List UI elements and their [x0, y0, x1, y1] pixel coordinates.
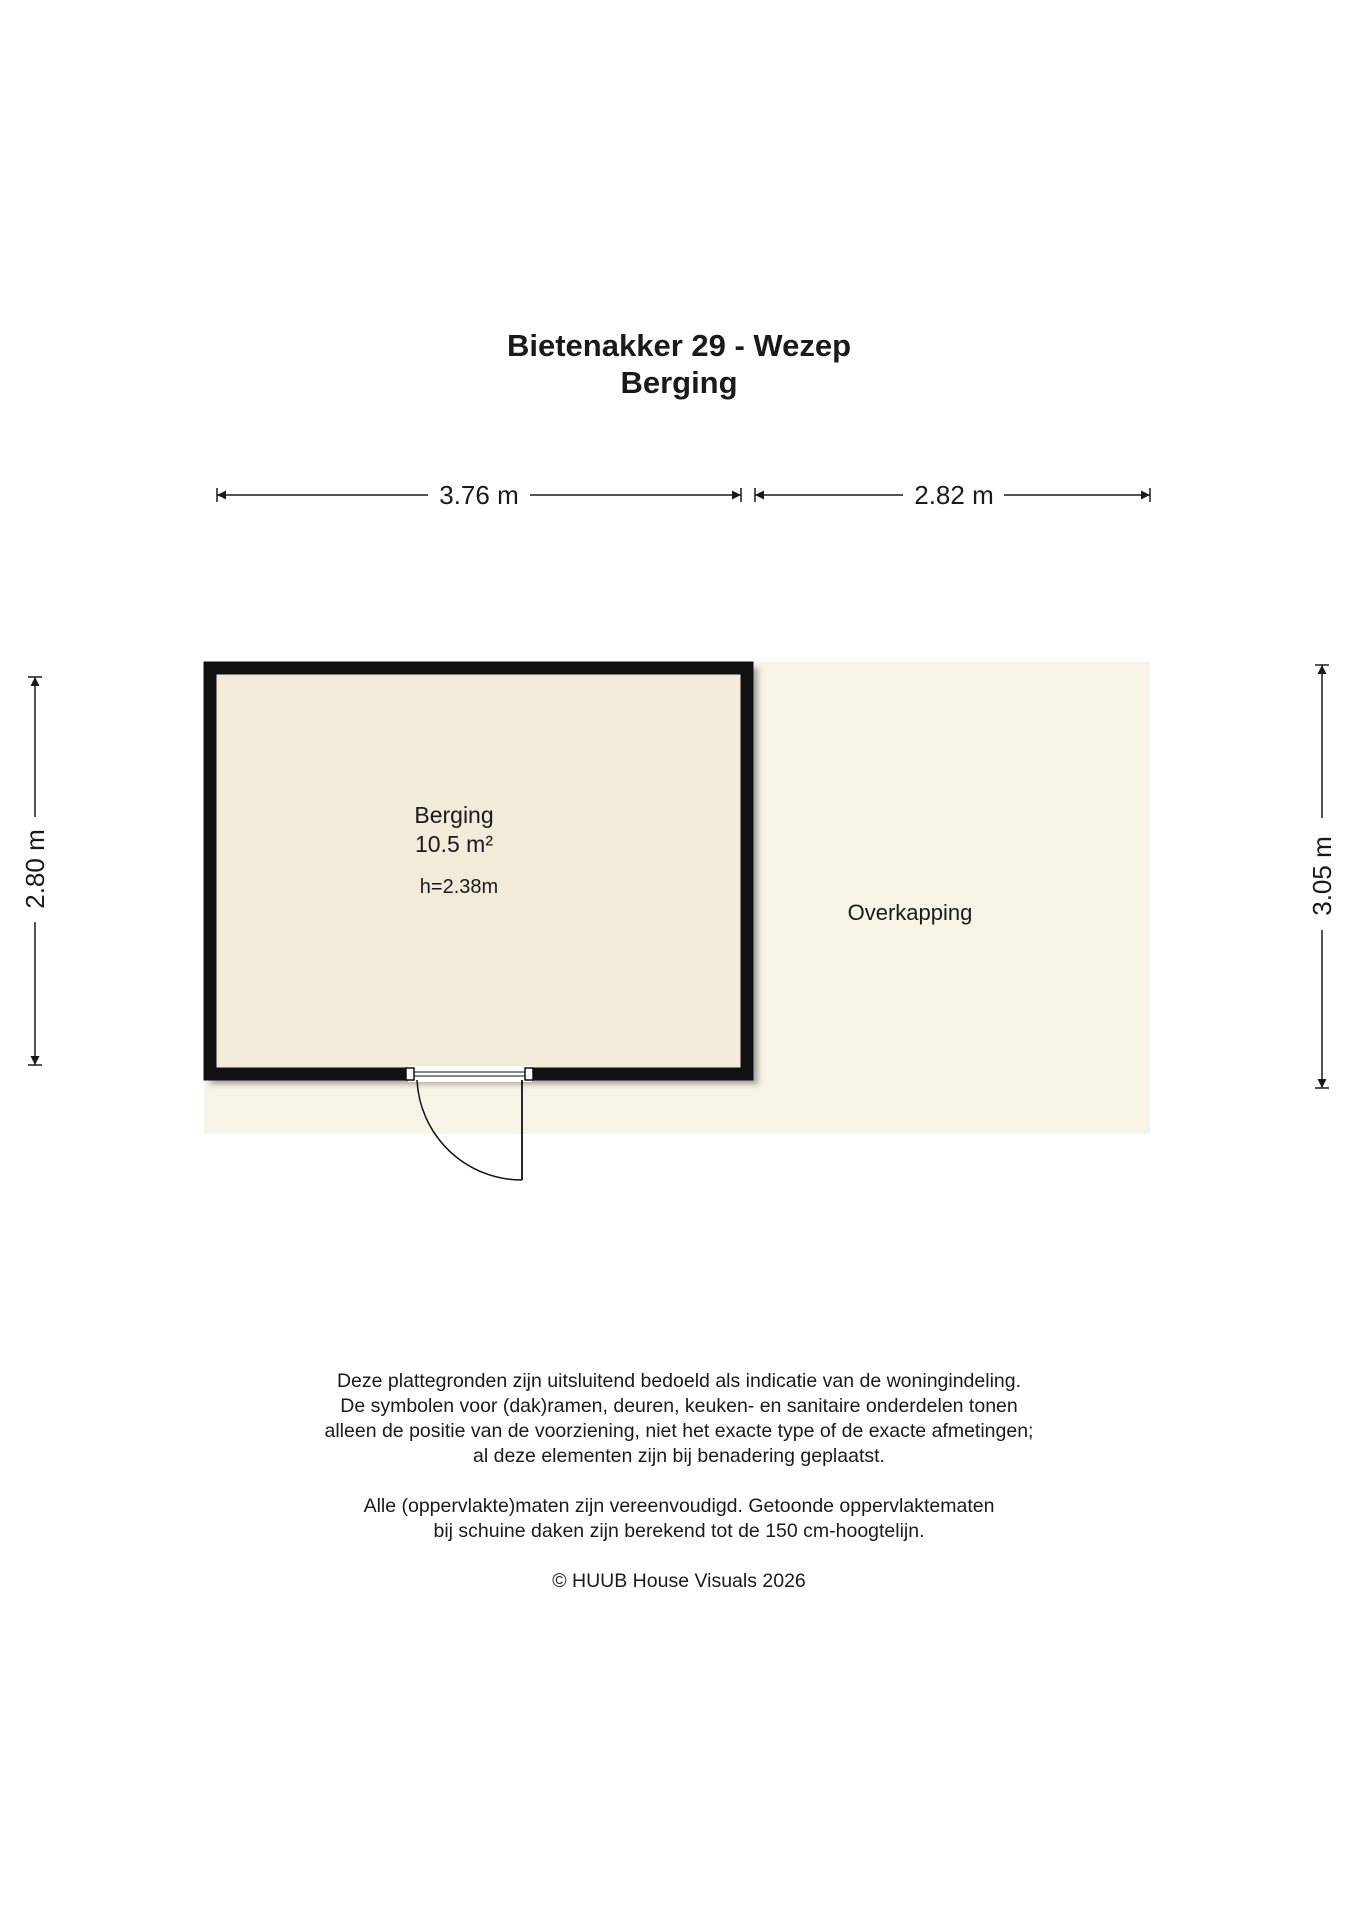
canopy-name: Overkapping	[847, 900, 973, 925]
door-jamb-right	[525, 1068, 533, 1080]
disclaimer-line: Deze plattegronden zijn uitsluitend bedoeld als indicatie van de woningindeling.	[336, 1370, 1022, 1392]
dim-top-left-label: 3.76 m	[439, 480, 519, 510]
storage-room-height: h=2.38m	[419, 876, 499, 898]
door-jamb-left	[406, 1068, 414, 1080]
storage-room-floor	[210, 668, 747, 1074]
copyright: © HUUB House Visuals 2026	[552, 1570, 806, 1592]
dim-right-label: 3.05 m	[1307, 836, 1337, 916]
door-opening	[408, 1066, 532, 1082]
disclaimer-line: al deze elementen zijn bij benadering geplaatst.	[473, 1445, 885, 1467]
dim-top-right-label: 2.82 m	[914, 480, 994, 510]
storage-room-name: Berging	[414, 802, 494, 828]
floor-subtitle: Berging	[620, 365, 738, 400]
disclaimer-line: bij schuine daken zijn berekend tot de 150 cm-hoogtelijn.	[433, 1520, 925, 1542]
disclaimer-line: De symbolen voor (dak)ramen, deuren, keuken- en sanitaire onderdelen tonen	[340, 1395, 1018, 1417]
disclaimer-line: Alle (oppervlakte)maten zijn vereenvoudigd. Getoonde oppervlaktematen	[363, 1495, 995, 1517]
page-title: Bietenakker 29 - Wezep	[506, 328, 852, 363]
disclaimer	[0, 1369, 1358, 1594]
dim-left-label: 2.80 m	[20, 829, 50, 909]
disclaimer-line: alleen de positie van de voorziening, niet het exacte type of de exacte afmetingen;	[324, 1420, 1034, 1442]
storage-room-area: 10.5 m²	[415, 831, 493, 857]
